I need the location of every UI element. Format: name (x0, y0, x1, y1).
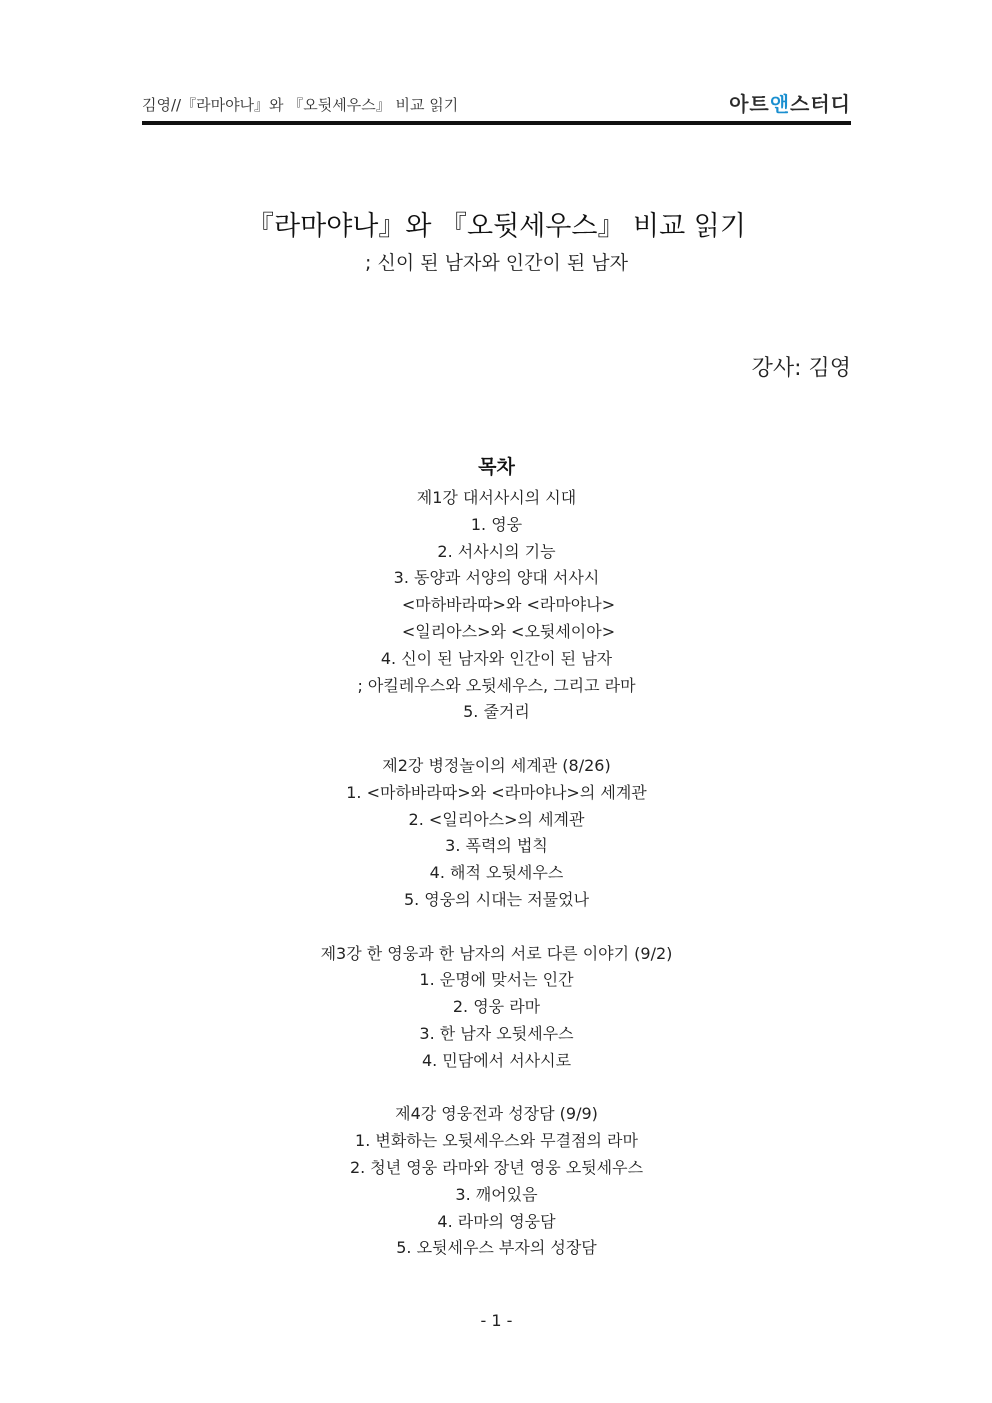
toc-section-title: 제1강 대서사시의 시대 (416, 488, 577, 507)
toc-item: 2. <일리아스>의 세계관 (408, 809, 585, 829)
toc-heading: 목차 (478, 456, 515, 478)
toc-item: 4. 라마의 영웅담 (437, 1211, 556, 1231)
toc-item: 4. 신이 된 남자와 인간이 된 남자 (380, 648, 613, 668)
toc-spacer (142, 1075, 851, 1102)
table-of-contents (142, 485, 851, 1262)
toc-item: <일리아스>와 <오뒷세이아> (401, 621, 616, 641)
toc-item: 3. 깨어있음 (455, 1184, 538, 1204)
toc-item: 5. 오뒷세우스 부자의 성장담 (396, 1238, 597, 1258)
toc-item: 5. 줄거리 (463, 702, 530, 722)
toc-spacer (142, 914, 851, 941)
logo-part-1: 아트 (729, 92, 770, 116)
header-divider (142, 121, 851, 125)
toc-section-title: 제2강 병정놀이의 세계관 (8/26) (382, 755, 611, 775)
lecturer-name: 강사: 김영 (751, 356, 851, 381)
toc-item: 4. 해적 오뒷세우스 (429, 863, 564, 883)
toc-item: 1. 운명에 맞서는 인간 (419, 970, 574, 990)
toc-item: 2. 청년 영웅 라마와 장년 영웅 오뒷세우스 (349, 1157, 644, 1177)
toc-item: 2. 영웅 라마 (452, 997, 541, 1017)
document-title: 『라마야나』와 『오뒷세우스』 비교 읽기 (247, 211, 746, 242)
toc-item: 5. 영웅의 시대는 저물었나 (403, 889, 590, 909)
page-number: - 1 - (480, 1311, 513, 1330)
logo-part-3: 스터디 (790, 92, 851, 116)
toc-item: 1. <마하바라따>와 <라마야나>의 세계관 (346, 782, 647, 802)
toc-item: 3. 한 남자 오뒷세우스 (419, 1023, 574, 1043)
toc-item: ; 아킬레우스와 오뒷세우스, 그리고 라마 (357, 675, 636, 695)
header-course-title: 김영//『라마야나』와 『오뒷세우스』 비교 읽기 (142, 96, 459, 114)
toc-spacer (142, 726, 851, 753)
artandstudy-logo (729, 88, 851, 117)
toc-section-title: 제4강 영웅전과 성장담 (9/9) (395, 1104, 598, 1124)
toc-item: 4. 민담에서 서사시로 (421, 1050, 572, 1070)
toc-section-title: 제3강 한 영웅과 한 남자의 서로 다른 이야기 (9/2) (320, 943, 673, 963)
toc-item: 1. 영웅 (470, 514, 523, 534)
toc-item: 2. 서사시의 기능 (437, 541, 556, 561)
toc-item: <마하바라따>와 <라마야나> (401, 595, 616, 615)
toc-item: 3. 폭력의 법칙 (445, 836, 548, 856)
toc-item: 3. 동양과 서양의 양대 서사시 (393, 568, 600, 588)
document-subtitle: ; 신이 된 남자와 인간이 된 남자 (365, 252, 628, 274)
page-header (142, 88, 851, 118)
logo-part-2: 앤 (769, 92, 791, 116)
toc-item: 1. 변화하는 오뒷세우스와 무결점의 라마 (355, 1131, 638, 1151)
